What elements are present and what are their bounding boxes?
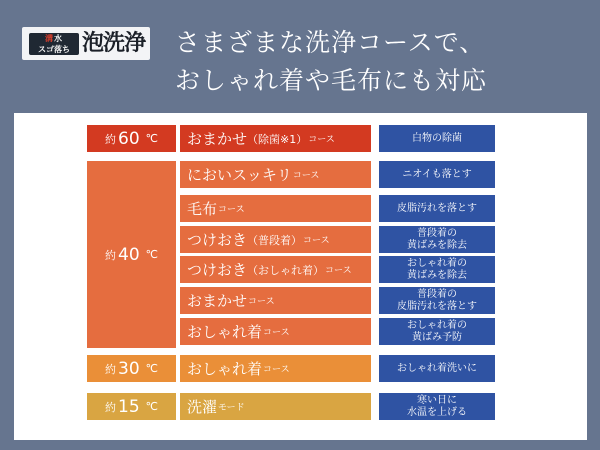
course-name: おまかせ xyxy=(187,292,248,310)
logo-char-2: 水 xyxy=(54,34,63,43)
headline-line-1: さまざまな洗浄コースで、 xyxy=(175,28,486,57)
course-soak-delicate xyxy=(180,256,371,283)
course-name: 毛布 xyxy=(187,200,218,218)
effect-text: 普段着の 皮脂汚れを落とす xyxy=(397,288,477,312)
brand-badge xyxy=(22,27,150,60)
course-name: おまかせ xyxy=(187,130,248,148)
course-name: おしゃれ着 xyxy=(187,323,263,341)
course-suffix: コース xyxy=(263,328,290,338)
brand-word: 泡洗浄 xyxy=(82,31,146,56)
course-suffix: モード xyxy=(218,403,245,413)
course-name: おしゃれ着 xyxy=(187,360,263,378)
temp-unit: ℃ xyxy=(145,248,158,261)
course-delicate-40 xyxy=(180,318,371,345)
temp-40-block xyxy=(87,161,176,348)
effect-text: 普段着の 黄ばみを除去 xyxy=(407,227,467,251)
temp-value: 40 xyxy=(118,244,140,265)
temp-value: 30 xyxy=(118,358,140,379)
course-paren: （除菌※1） xyxy=(247,132,308,146)
effect-2 xyxy=(379,195,495,222)
temp-unit: ℃ xyxy=(145,400,158,413)
temp-unit: ℃ xyxy=(145,132,158,145)
effect-5 xyxy=(379,287,495,314)
effect-text: 白物の除菌 xyxy=(412,132,462,144)
effect-text: ニオイも落とす xyxy=(402,168,472,180)
temp-prefix: 約 xyxy=(105,362,116,376)
temp-prefix: 約 xyxy=(105,400,116,414)
course-suffix: コース xyxy=(292,171,320,181)
course-omakase xyxy=(180,287,371,314)
course-paren: （おしゃれ着） xyxy=(247,263,325,277)
effect-1 xyxy=(379,161,495,188)
course-name: においスッキリ xyxy=(187,166,292,184)
course-paren: （普段着） xyxy=(247,233,303,247)
effect-0 xyxy=(379,125,495,152)
effect-text: 皮脂汚れを落とす xyxy=(397,202,477,214)
course-suffix: コース xyxy=(248,297,275,307)
course-wash-mode xyxy=(180,393,371,420)
course-odor-fresh xyxy=(180,161,371,188)
course-name: つけおき xyxy=(187,231,248,249)
course-suffix: コース xyxy=(325,266,352,276)
course-delicate-30 xyxy=(180,355,371,382)
temp-prefix: 約 xyxy=(105,248,116,262)
effect-4 xyxy=(379,256,495,283)
temp-value: 15 xyxy=(118,396,140,417)
headline xyxy=(175,24,487,100)
effect-text: おしゃれ着洗いに xyxy=(397,362,477,374)
course-name: 洗濯 xyxy=(187,398,218,416)
course-name: つけおき xyxy=(187,261,248,279)
temp-15-block xyxy=(87,393,176,420)
effect-text: おしゃれ着の 黄ばみ予防 xyxy=(407,319,467,343)
course-suffix: コース xyxy=(308,135,335,145)
course-omakase-sterilize xyxy=(180,125,371,152)
logo-subtext: スゴ落ち xyxy=(38,45,70,54)
effect-text: おしゃれ着の 黄ばみを除去 xyxy=(407,257,467,281)
temp-value: 60 xyxy=(118,128,140,149)
effect-8 xyxy=(379,393,495,420)
course-suffix: コース xyxy=(218,205,245,215)
temp-60-block xyxy=(87,125,176,152)
effect-3 xyxy=(379,226,495,253)
temp-30-block xyxy=(87,355,176,382)
course-soak-everyday xyxy=(180,226,371,253)
effect-6 xyxy=(379,318,495,345)
temp-unit: ℃ xyxy=(145,362,158,375)
effect-text: 寒い日に 水温を上げる xyxy=(407,394,467,418)
course-suffix: コース xyxy=(303,236,330,246)
course-suffix: コース xyxy=(263,365,290,375)
brand-logo-mark xyxy=(29,33,79,55)
course-blanket xyxy=(180,195,371,222)
effect-7 xyxy=(379,355,495,382)
headline-line-2: おしゃれ着や毛布にも対応 xyxy=(175,66,488,95)
logo-char-1: 溝 xyxy=(45,34,54,43)
temp-prefix: 約 xyxy=(105,132,116,146)
